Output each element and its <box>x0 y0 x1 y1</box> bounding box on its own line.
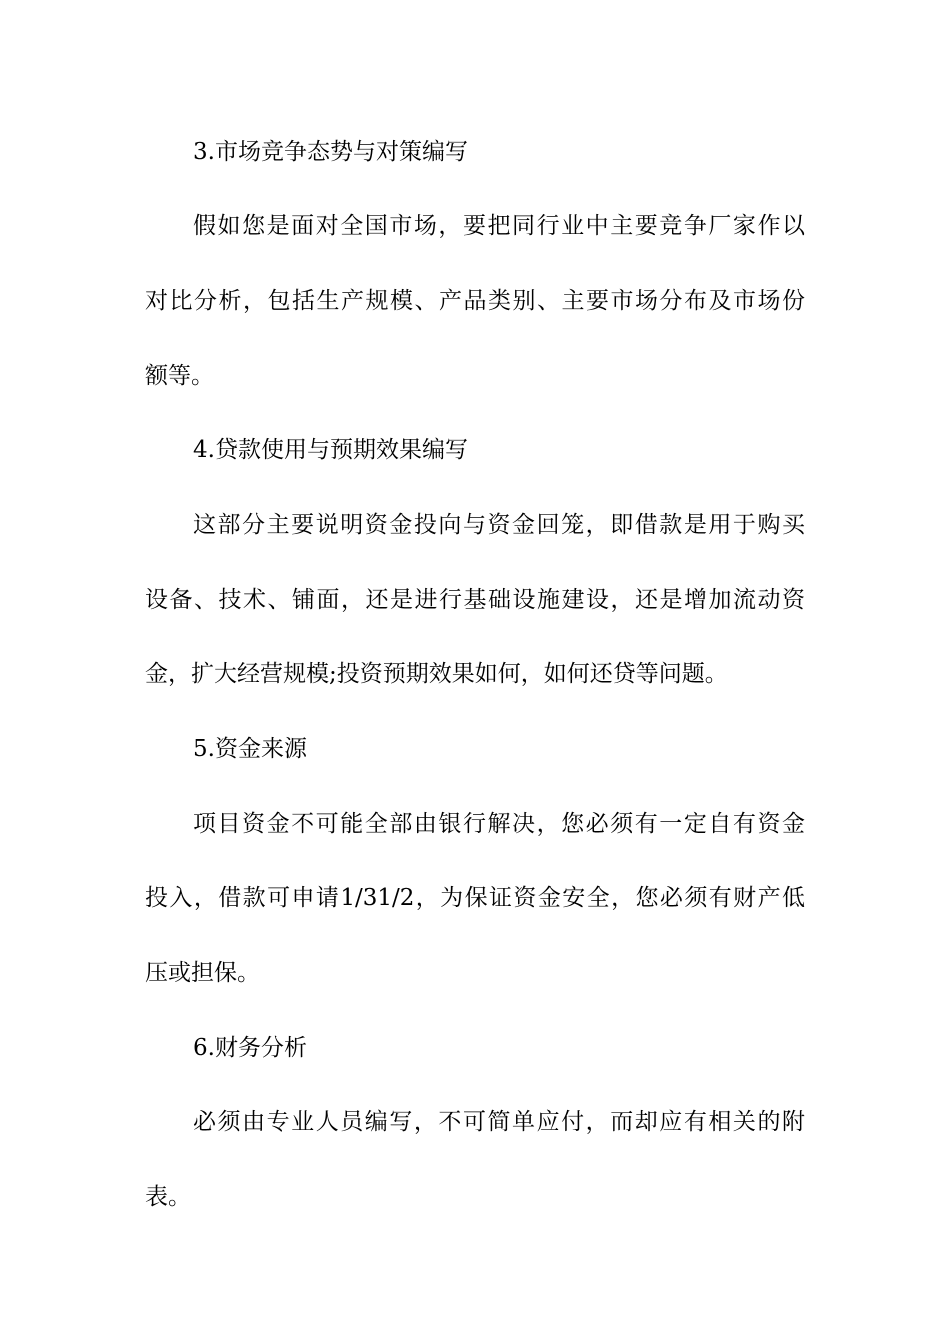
section-heading-5: 5.资金来源 <box>193 736 307 762</box>
paragraph-line: 额等。 <box>145 363 214 389</box>
paragraph-line: 表。 <box>145 1184 191 1210</box>
paragraph-line: 金，扩大经营规模;投资预期效果如何，如何还贷等问题。 <box>145 661 728 687</box>
paragraph-line: 假如您是面对全国市场，要把同行业中主要竞争厂家作以 <box>193 213 805 239</box>
paragraph-line: 对比分析，包括生产规模、产品类别、主要市场分布及市场份 <box>145 288 805 314</box>
section-heading-4: 4.贷款使用与预期效果编写 <box>193 437 468 463</box>
paragraph-line: 投入，借款可申请1/31/2，为保证资金安全，您必须有财产低 <box>145 885 805 911</box>
section-heading-3: 3.市场竞争态势与对策编写 <box>193 139 468 165</box>
paragraph-line: 压或担保。 <box>145 960 260 986</box>
paragraph-line: 这部分主要说明资金投向与资金回笼，即借款是用于购买 <box>193 512 805 538</box>
paragraph-line: 设备、技术、铺面，还是进行基础设施建设，还是增加流动资 <box>145 587 805 613</box>
paragraph-line: 项目资金不可能全部由银行解决，您必须有一定自有资金 <box>193 811 805 837</box>
paragraph-line: 必须由专业人员编写，不可简单应付，而却应有相关的附 <box>193 1109 805 1135</box>
section-heading-6: 6.财务分析 <box>193 1035 307 1061</box>
